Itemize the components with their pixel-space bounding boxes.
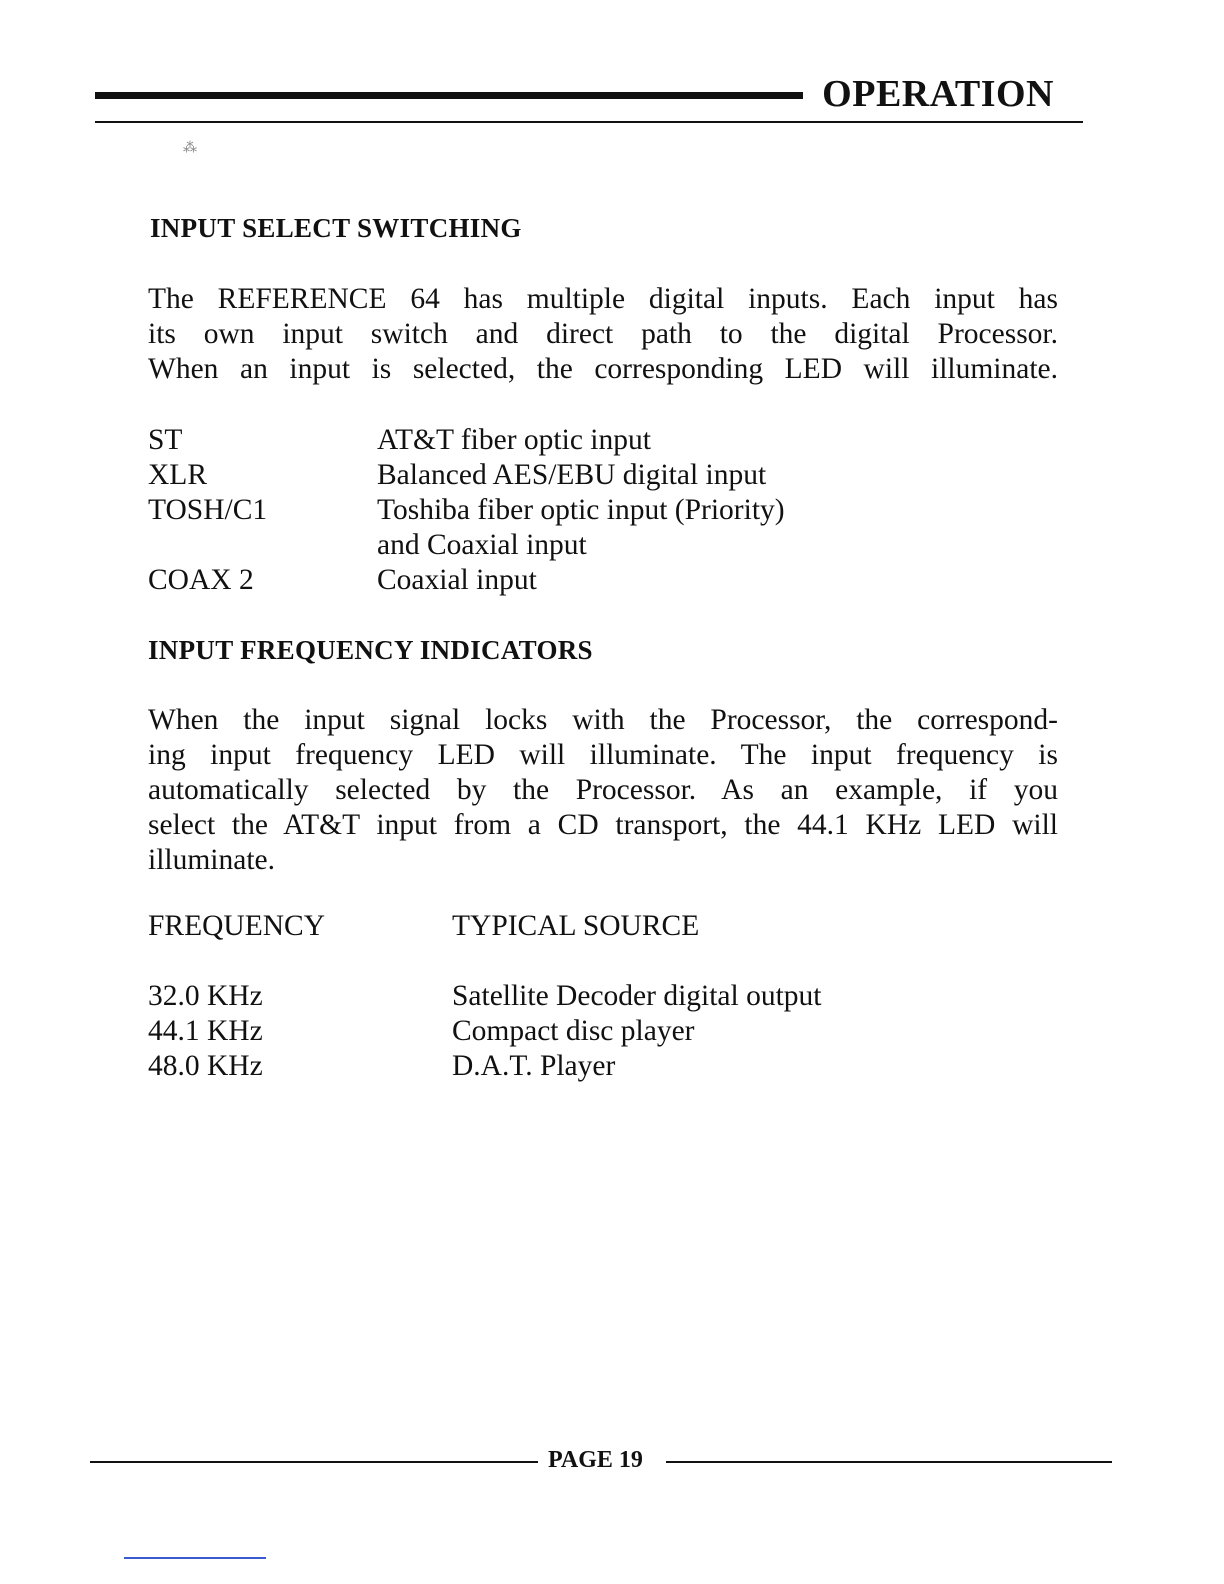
input-label: COAX 2 [148, 564, 254, 596]
input-frequency-paragraph [148, 703, 1058, 878]
input-description: Coaxial input [377, 564, 537, 596]
footer-rule-left [90, 1461, 538, 1463]
header-rule [95, 121, 1083, 123]
column-header-source: TYPICAL SOURCE [452, 910, 700, 942]
paragraph-line: select the AT&T input from a CD transport, the 44.1 KHz LED will [148, 809, 1058, 841]
input-select-paragraph [148, 282, 1058, 387]
paragraph-line: illuminate. [148, 844, 275, 876]
frequency-value: 48.0 KHz [148, 1050, 263, 1082]
source-value: D.A.T. Player [452, 1050, 616, 1082]
page-title: OPERATION [822, 73, 1054, 115]
source-value: Compact disc player [452, 1015, 695, 1047]
source-value: Satellite Decoder digital output [452, 980, 822, 1012]
input-label: TOSH/C1 [148, 494, 268, 526]
paragraph-line: its own input switch and direct path to the digital Processor. [148, 318, 1058, 350]
paragraph-line: ing input frequency LED will illuminate. The input frequency is [148, 739, 1058, 771]
paragraph-line: automatically selected by the Processor. As an example, if you [148, 774, 1058, 806]
input-label: XLR [148, 459, 207, 491]
scan-speck: ⁂ [183, 140, 197, 156]
input-description: AT&T fiber optic input [377, 424, 651, 456]
frequency-value: 44.1 KHz [148, 1015, 263, 1047]
input-label: ST [148, 424, 183, 456]
page-number: PAGE 19 [548, 1447, 643, 1473]
scan-edge-mark [124, 1557, 266, 1559]
paragraph-line: The REFERENCE 64 has multiple digital inputs. Each input has [148, 283, 1058, 315]
paragraph-line: When an input is selected, the corresponding LED will illuminate. [148, 353, 1058, 385]
input-description: Balanced AES/EBU digital input [377, 459, 767, 491]
footer-rule-right [666, 1461, 1112, 1463]
input-description: Toshiba fiber optic input (Priority) [377, 494, 785, 526]
frequency-value: 32.0 KHz [148, 980, 263, 1012]
input-description-continued: and Coaxial input [377, 529, 587, 561]
section-heading-input-select: INPUT SELECT SWITCHING [150, 213, 522, 243]
header-bar [95, 92, 803, 99]
section-heading-input-frequency: INPUT FREQUENCY INDICATORS [148, 635, 593, 665]
column-header-frequency: FREQUENCY [148, 910, 326, 942]
paragraph-line: When the input signal locks with the Processor, the correspond- [148, 704, 1058, 736]
